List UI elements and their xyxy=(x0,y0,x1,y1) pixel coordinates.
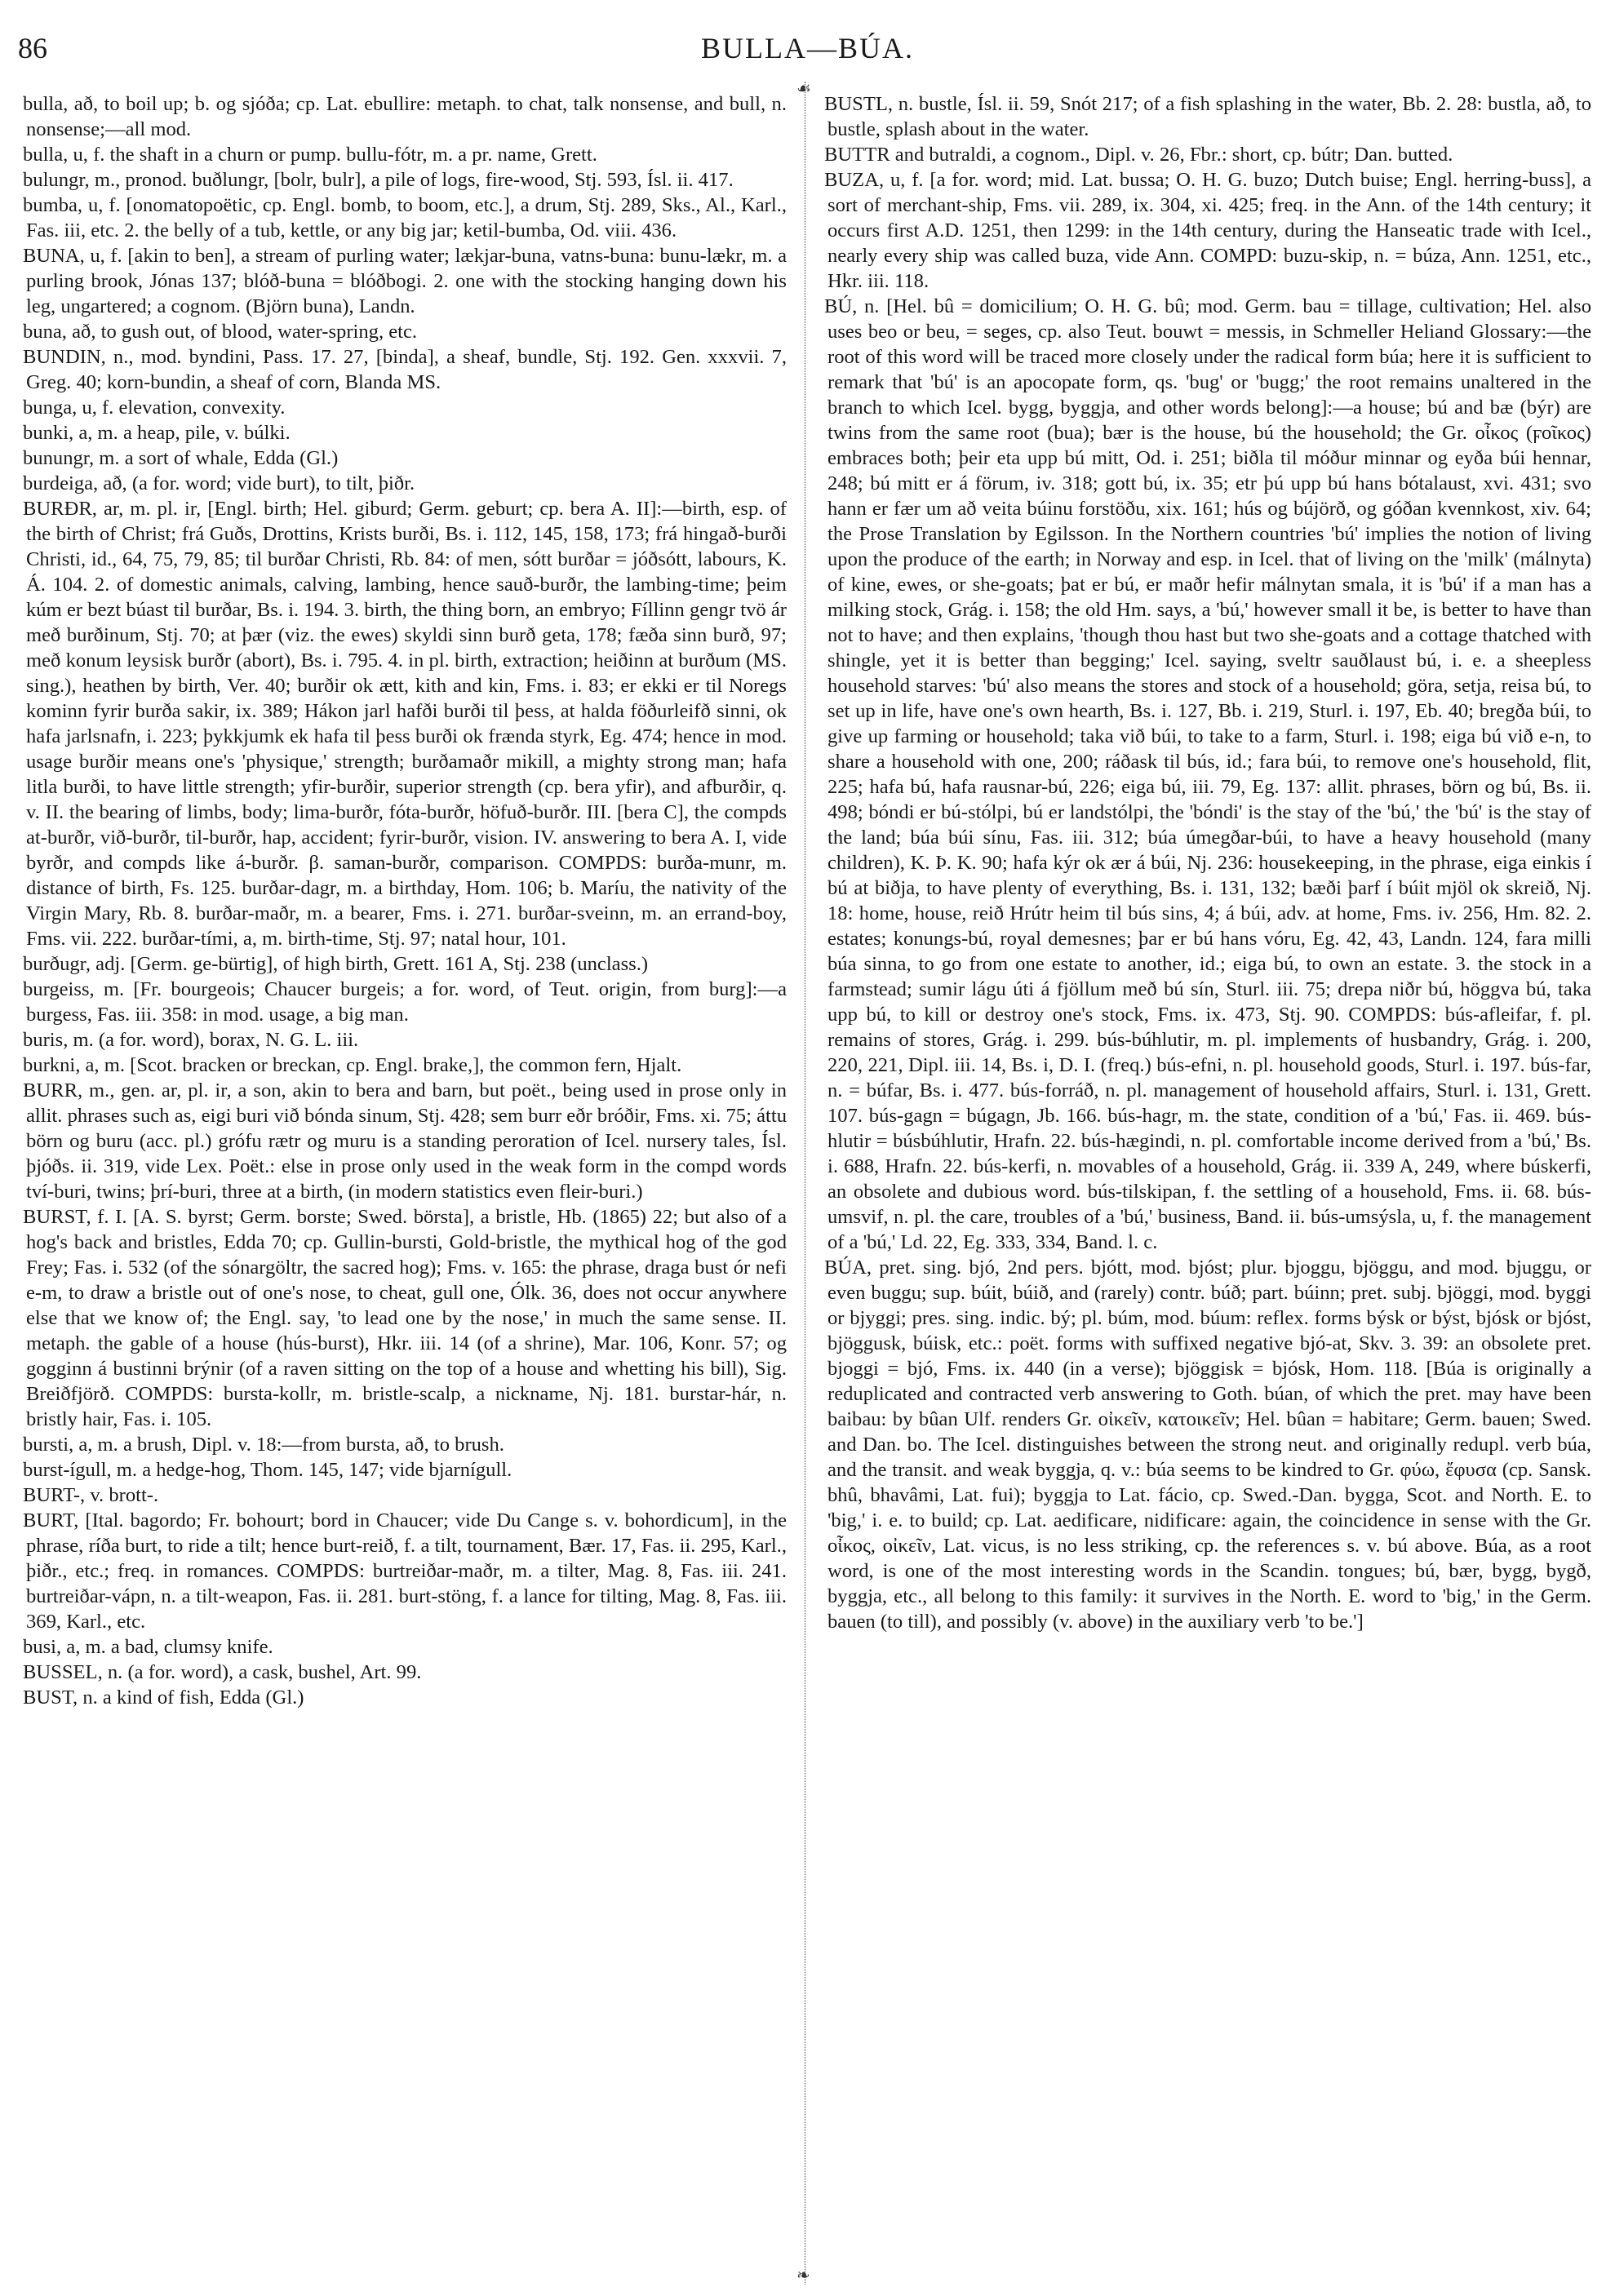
entry: bulungr, m., pronod. buðlungr, [bolr, bulr], a pile of logs, fire-wood, Stj. 593, Ísl. ii. 417. xyxy=(23,169,734,191)
entry: BÚ, n. [Hel. bû = domicilium; O. H. G. bû; mod. Germ. bau = tillage, cultivation; Hel. also uses beo or beu, = seges, cp. also Teut. bouwt = messis, in Schmeller Heliand Glossary:—the root of this word will be traced more closely under the radical form búa; here it is sufficient to remark that 'bú' is an apocopate form, qs. 'bug' or 'bugg;' the root remains unaltered in the branch to which Icel. bygg, byggja, and other words belong]:—a house; bú and bæ (býr) are twins from the same root (bua); bær is the house, bú the household; the Gr. οἶκος (ϝοῖκος) embraces both; þeir eta upp bú mitt, Od. i. 251; biðla til móður minnar og eyða búi hennar, 248; bú mitt er á förum, iv. 318; gott bú, ix. 35; etr þú upp bú hans bótalaust, xvi. 431; svo hann er fær um að veita búinu forstöðu, xix. 161; hús og bújörð, og góðan kvennkost, xiv. 64; the Prose Translation by Egilsson. In the Northern countries 'bú' implies the notion of living upon the produce of the earth; in Norway and esp. in Icel. that of living on the 'milk' (málnyta) of kine, ewes, or she-goats; þat er bú, er maðr hefir málnytan smala, it is 'bú' if a man has a milking stock, Grág. i. 158; the old Hm. says, a 'bú,' however small it be, is better to have than not to have; and then explains, 'though thou hast but two she-goats and a cottage thatched with shingle, yet it is better than begging;' Icel. saying, sveltr sauðlaust bú, i. e. a sheepless household starves: 'bú' also means the stores and stock of a household; göra, setja, reisa bú, to set up in life, have one's own hearth, Bs. i. 127, Bb. i. 219, Sturl. i. 197, Eb. 40; bregða búi, to give up farming or household; taka við búi, to take to a farm, Sturl. i. 198; eiga bú við e-n, to share a household with one, 200; ráðask til bús, id.; fara búi, to remove one's household, flit, 225; hafa bú, hafa rausnar-bú, 226; eiga bú, iii. 79, Eg. 137: allit. phrases, börn og bú, Bs. ii. 498; bóndi er bú-stólpi, bú er landstólpi, the 'bóndi' is the stay of the 'bú,' the 'bú' is the stay of the land; búa búi sínu, Fas. iii. 312; búa úmegðar-búi, to have a heavy household (many children), K. Þ. K. 90; hafa kýr ok ær á búi, Nj. 236: housekeeping, in the phrase, eiga einkis í bú at biðja, to have plenty of everything, Bs. i. 131, 132; bæði þarf í búit mjöl ok skreið, Nj. 18: home, house, reið Hrútr heim til bús sins, 4; á búi, adv. at home, Fms. iv. 256, Hm. 82. 2. estates; konungs-bú, royal demesnes; þar er bú hans vóru, Eg. 42, 43, Landn. 124, fara milli búa sinna, to go from one estate to another, id.; eiga bú, to own an estate. 3. the stock in a farmstead; sumir lágu úti á fjöllum með bú sín, Sturl. iii. 75; drepa niðr bú, höggva bú, taka upp bú, to kill or destroy one's stock, Fms. ix. 473, Stj. 90. COMPDS: bús-afleifar, f. pl. remains of stores, Grág. i. 299. bús-búhlutir, m. pl. implements of husbandry, Grág. i. 200, 220, 221, Dipl. iii. 14, Bs. i, D. I. (freq.) bús-efni, n. pl. household goods, Sturl. i. 197. bús-far, n. = búfar, Bs. i. 477. bús-forráð, n. pl. management of household affairs, Sturl. i. 131, Grett. 107. bús-gagn = búgagn, Jb. 166. bús-hagr, m. the state, condition of a 'bú,' Fas. ii. 469. bús-hlutir = búsbúhlutir, Hrafn. 22. bús-hægindi, n. pl. comfortable income derived from a 'bú,' Bs. i. 688, Hrafn. 22. bús-kerfi, n. movables of a household, Grág. ii. 339 A, 249, where búskerfi, an obsolete and dubious word. bús-tilskipan, f. the settling of a household, Fms. ii. 68. bús-umsvif, n. pl. the care, troubles of a 'bú,' business, Band. ii. bús-umsýsla, u, f. the management of a 'bú,' Ld. 22, Eg. 333, 334, Band. l. c. xyxy=(824,295,1591,1253)
entry: burðugr, adj. [Germ. ge-bürtig], of high birth, Grett. 161 A, Stj. 238 (unclass.) xyxy=(23,953,649,975)
entry: BUZA, u, f. [a for. word; mid. Lat. bussa; O. H. G. buzo; Dutch buise; Engl. herring-buss], a sort of merchant-ship, Fms. vii. 289, ix. 304, xi. 425; freq. in the Ann. of the 14th century; it occurs first A.D. 1251, then 1299: in the 14th century, during the Hanseatic trade with Icel., nearly every ship was called buza, vide Ann. COMPD: buzu-skip, n. = búza, Ann. 1251, etc., Hkr. iii. 118. xyxy=(824,169,1591,292)
entry: busi, a, m. a bad, clumsy knife. xyxy=(23,1636,273,1658)
entry: BURT, [Ital. bagordo; Fr. bohourt; bord in Chaucer; vide Du Cange s. v. bohordicum], in the phrase, ríða burt, to ride a tilt; hence burt-reið, f. a tilt, tournament, Bær. 17, Fas. ii. 295, Karl., þiðr., etc.; freq. in romances. COMPDS: burtreiðar-maðr, m. a tilter, Mag. 8, Fas. iii. 241. burtreiðar-vápn, n. a tilt-weapon, Fas. ii. 281. burt-stöng, f. a lance for tilting, Mag. 8, Fas. iii. 369, Karl., etc. xyxy=(23,1509,787,1633)
entry: bursti, a, m. a brush, Dipl. v. 18:—from bursta, að, to brush. xyxy=(23,1434,504,1456)
entry: BURST, f. I. [A. S. byrst; Germ. borste; Swed. börsta], a bristle, Hb. (1865) 22; but also of a hog's back and bristles, Edda 70; cp. Gullin-bursti, Gold-bristle, the mythical hog of the god Frey; Fas. i. 532 (of the sónargöltr, the sacred hog); Fms. v. 165: the phrase, draga bust ór nefi e-m, to draw a bristle out of one's nose, to cheat, gull one, Ólk. 36, does not occur anywhere else that we know of; the Engl. say, 'to lead one by the nose,' in much the same sense. II. metaph. the gable of a house (hús-burst), Hkr. iii. 14 (of a shrine), Mar. 106, Konr. 57; og gogginn á bustinni brýnir (of a raven sitting on the top of a house and whetting his bill), Sig. Breiðfjörð. COMPDS: bursta-kollr, m. bristle-scalp, a nickname, Nj. 181. burstar-hár, n. bristly hair, Fas. i. 105. xyxy=(23,1206,787,1430)
entry: buris, m. (a for. word), borax, N. G. L. iii. xyxy=(23,1029,359,1051)
entry: bunki, a, m. a heap, pile, v. búlki. xyxy=(23,422,291,444)
entry: BURR, m., gen. ar, pl. ir, a son, akin to bera and barn, but poët., being used in prose only in allit. phrases such as, eigi buri við bónda sinum, Stj. 428; sem burr eðr bróðir, Fms. xi. 75; áttu börn og buru (acc. pl.) grófu rætr og muru is a standing peroration of Icel. nursery tales, Ísl. þjóðs. ii. 319, vide Lex. Poët.: else in prose only used in the weak form in the compd words tví-buri, twins; þrí-buri, three at a birth, (in modern statistics even fleir-buri.) xyxy=(23,1079,787,1203)
column-ornament-top: ☙ xyxy=(796,80,811,98)
entry: BUNA, u, f. [akin to ben], a stream of purling water; lækjar-buna, vatns-buna: bunu-lækr, m. a purling brook, Jónas 137; blóð-buna = blóðbogi. 2. one with the stocking hanging down his leg, ungartered; a cognom. (Björn buna), Landn. xyxy=(23,245,787,317)
entry: burst-ígull, m. a hedge-hog, Thom. 145, 147; vide bjarnígull. xyxy=(23,1459,512,1481)
page-number: 86 xyxy=(18,32,47,64)
right-column xyxy=(824,91,1591,2278)
left-column xyxy=(23,91,787,2278)
entry: burkni, a, m. [Scot. bracken or breckan, cp. Engl. brake,], the common fern, Hjalt. xyxy=(23,1054,682,1076)
entry: BUSTL, n. bustle, Ísl. ii. 59, Snót 217; of a fish splashing in the water, Bb. 2. 28: bustla, að, to bustle, splash about in the water. xyxy=(824,93,1591,140)
entry: burdeiga, að, (a for. word; vide burt), to tilt, þiðr. xyxy=(23,472,415,494)
entry: BUNDIN, n., mod. byndini, Pass. 17. 27, [binda], a sheaf, bundle, Stj. 192. Gen. xxxvii. 7, Greg. 40; korn-bundin, a sheaf of corn, Blanda MS. xyxy=(23,346,787,393)
entry: BURT-, v. brott-. xyxy=(23,1484,159,1506)
entry: bunga, u, f. elevation, convexity. xyxy=(23,397,286,419)
entry: bulla, að, to boil up; b. og sjóða; cp. Lat. ebullire: metaph. to chat, talk nonsense, and bull, n. nonsense;—all mod. xyxy=(23,93,787,140)
entry: BURÐR, ar, m. pl. ir, [Engl. birth; Hel. giburd; Germ. geburt; cp. bera A. II]:—birth, esp. of the birth of Christ; frá Guðs, Drottins, Krists burði, Bs. i. 112, 145, 158, 173; frá hingað-burði Christi, id., 64, 75, 79, 85; til burðar Christi, Rb. 84: of men, sótt burðar = jóðsótt, labours, K. Á. 104. 2. of domestic animals, calving, lambing, hence sauð-burðr, the lambing-time; þeim kúm er bezt búast til burðar, Bs. i. 194. 3. birth, the thing born, an embryo; Fíllinn gengr tvö ár með burðinum, Stj. 70; at þær (viz. the ewes) skyldi sinn burð geta, 178; fæða sinn burð, 97; með konum leysisk burðr (abort), Bs. i. 795. 4. in pl. birth, extraction; heiðinn at burðum (MS. sing.), heathen by birth, Ver. 40; burðir ok ætt, kith and kin, Fms. i. 83; er ekki er til Noregs kominn fyrir burða sakir, ix. 389; Hákon jarl hafði burði til þess, at halda föðurleifð sinni, ok hafa jarlsnafn, i. 223; þykkjumk ek hafa til þess burði ok frænda styrk, Eg. 474; hence in mod. usage burðir means one's 'physique,' strength; burðamaðr mikill, a mighty strong man; hafa litla burði, to have little strength; yfir-burðir, superior strength (cp. bera yfir), and afburðir, q. v. II. the bearing of limbs, body; lima-burðr, fóta-burðr, höfuð-burðr. III. [bera C], the compds at-burðr, við-burðr, til-burðr, hap, accident; fyrir-burðr, vision. IV. answering to bera A. I, vide byrðr, and compds like á-burðr. β. saman-burðr, comparison. COMPDS: burða-munr, m. distance of birth, Fs. 125. burðar-dagr, m. a birthday, Hom. 106; b. Maríu, the nativity of the Virgin Mary, Rb. 8. burðar-maðr, m. a bearer, Fms. i. 271. burðar-sveinn, m. an errand-boy, Fms. vii. 222. burðar-tími, a, m. birth-time, Stj. 97; natal hour, 101. xyxy=(23,498,787,950)
page-title: BULLA—BÚA. xyxy=(701,32,914,64)
entry: BUSSEL, n. (a for. word), a cask, bushel, Art. 99. xyxy=(23,1661,422,1683)
entry: bunungr, m. a sort of whale, Edda (Gl.) xyxy=(23,447,339,469)
entry: burgeiss, m. [Fr. bourgeois; Chaucer burgeis; a for. word, of Teut. origin, from burg]:—a burgess, Fas. iii. 358: in mod. usage, a big man. xyxy=(23,978,787,1026)
entry: bumba, u, f. [onomatopoëtic, cp. Engl. bomb, to boom, etc.], a drum, Stj. 289, Sks., Al., Karl., Fas. iii, etc. 2. the belly of a tub, kettle, or any big jar; ketil-bumba, Od. viii. 436. xyxy=(23,194,787,242)
entry: bulla, u, f. the shaft in a churn or pump. bullu-fótr, m. a pr. name, Grett. xyxy=(23,144,597,166)
column-ornament-bottom: ❧ xyxy=(796,2267,810,2285)
entry: BUST, n. a kind of fish, Edda (Gl.) xyxy=(23,1687,304,1709)
entry: buna, að, to gush out, of blood, water-spring, etc. xyxy=(23,321,418,343)
entry: BUTTR and butraldi, a cognom., Dipl. v. 26, Fbr.: short, cp. bútr; Dan. butted. xyxy=(824,144,1453,166)
entry: BÚA, pret. sing. bjó, 2nd pers. bjótt, mod. bjóst; plur. bjoggu, bjöggu, and mod. bjuggu, or even buggu; sup. búit, búið, and (rarely) contr. búð; part. búinn; pret. subj. bjöggi, mod. byggi or bjyggi; pres. sing. indic. bý; pl. búm, mod. búum: reflex. forms býsk or býst, bjósk or bjóst, bjöggusk, búisk, etc.: poët. forms with suffixed negative bjó-at, Skv. 3. 39: an obsolete pret. bjoggi = bjó, Fms. ix. 440 (in a verse); bjöggisk = bjósk, Hom. 118. [Búa is originally a reduplicated and contracted verb answering to Goth. búan, of which the pret. may have been baibau: by bûan Ulf. renders Gr. οἰκεῖν, κατοικεῖν; Hel. bûan = habitare; Germ. bauen; Swed. and Dan. bo. The Icel. distinguishes between the strong neut. and originally redupl. verb búa, and the transit. and weak byggja, q. v.: búa seems to be kindred to Gr. φύω, ἔφυσα (cp. Sansk. bhû, bhavâmi, Lat. fui); byggja to Lat. fácio, cp. Swed.-Dan. bygga, Scot. and North. E. to 'big,' i. e. to build; cp. Lat. aedificare, nidificare: again, the coincidence in sense with the Gr. οἶκος, οἰκεῖν, Lat. vicus, is no less striking, cp. the references s. v. bú above. Búa, as a root word, is one of the most interesting words in the Scandin. tongues; bú, bær, bygg, bygð, byggja, etc., all belong to this family: it survives in the North. E. word to 'big,' in the Germ. bauen (to till), and possibly (v. above) in the auxiliary verb 'to be.'] xyxy=(824,1257,1591,1633)
